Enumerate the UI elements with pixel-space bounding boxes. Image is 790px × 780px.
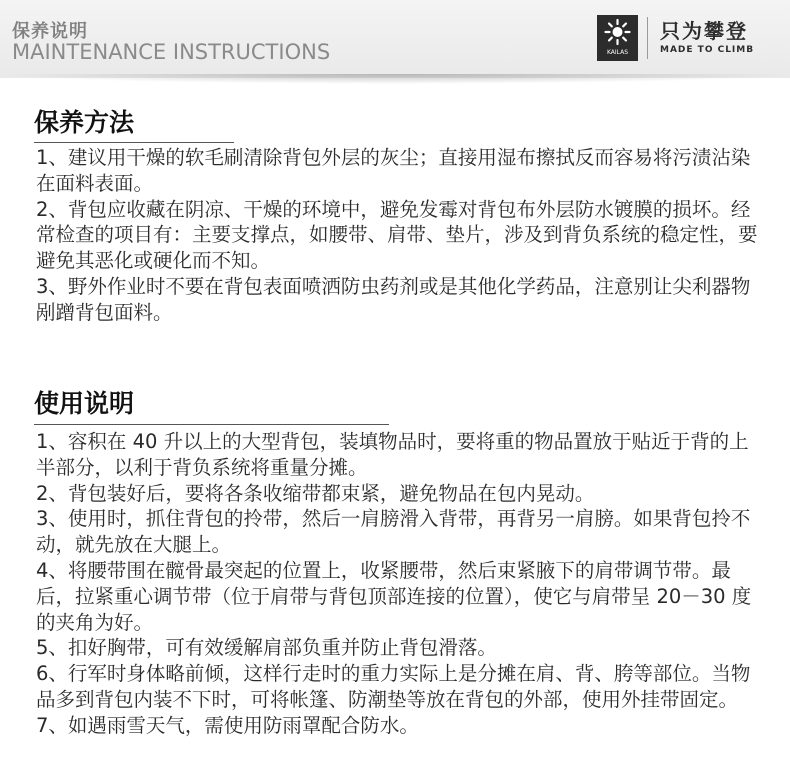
- maintenance-title-underline: [34, 142, 234, 143]
- usage-item-5: 5、扣好胸带，可有效缓解肩部负重并防止背包滑落。: [36, 636, 497, 660]
- kailas-logo: [597, 15, 638, 61]
- usage-section-title: 使用说明: [34, 389, 135, 418]
- maintenance-section-body: [36, 145, 766, 326]
- usage-item-6: 6、行军时身体略前倾，这样行走时的重力实际上是分摊在肩、背、胯等部位。当物品多到背包内装不下时，可将帐篷、防潮垫等放在背包的外部，使用外挂带固定。: [36, 662, 751, 711]
- header-title-en: MAINTENANCE INSTRUCTIONS: [12, 40, 331, 64]
- slogan-en: MADE TO CLIMB: [660, 45, 755, 55]
- logo-divider: [647, 17, 648, 59]
- header-banner: [0, 0, 790, 78]
- usage-title-underline: [34, 424, 389, 425]
- usage-item-3: 3、使用时，抓住背包的拎带，然后一肩膀滑入背带，再背另一肩膀。如果背包拎不动，就先放在大腿上。: [36, 507, 751, 557]
- slogan-cn: 只为攀登: [660, 19, 748, 43]
- maintenance-item-1: 1、建议用干燥的软毛刷清除背包外层的灰尘；直接用湿布擦拭反而容易将污渍沾染在面料表面。: [36, 146, 751, 195]
- usage-item-4: 4、将腰带围在髋骨最突起的位置上，收紧腰带，然后束紧腋下的肩带调节带。最后，拉紧重心调节带（位于肩带与背包顶部连接的位置），使它与肩带呈 20－30 度的夹角为好。: [36, 558, 752, 634]
- usage-item-1: 1、容积在 40 升以上的大型背包，装填物品时，要将重的物品置放于贴近于背的上半部分，以利于背负系统将重量分摊。: [36, 430, 749, 479]
- header-shadow: [0, 74, 790, 84]
- usage-section-body: [36, 429, 766, 739]
- maintenance-section-title: 保养方法: [34, 108, 135, 137]
- maintenance-item-2: 2、背包应收藏在阴凉、干燥的环境中，避免发霉对背包布外层防水镀膜的损坏。经常检查的项目有：主要支撑点，如腰带、肩带、垫片，涉及到背负系统的稳定性，要避免其恶化或硬化而不知。: [36, 197, 758, 273]
- brand-name: KAILAS: [606, 49, 629, 56]
- usage-item-7: 7、如遇雨雪天气，需使用防雨罩配合防水。: [36, 713, 419, 737]
- sun-mountain-icon: [597, 15, 638, 49]
- usage-item-2: 2、背包装好后，要将各条收缩带都束紧，避免物品在包内晃动。: [36, 481, 595, 505]
- maintenance-item-3: 3、野外作业时不要在背包表面喷洒防虫药剂或是其他化学药品，注意别让尖利器物剐蹭背包面料。: [36, 274, 751, 324]
- header-title-cn: 保养说明: [12, 21, 88, 42]
